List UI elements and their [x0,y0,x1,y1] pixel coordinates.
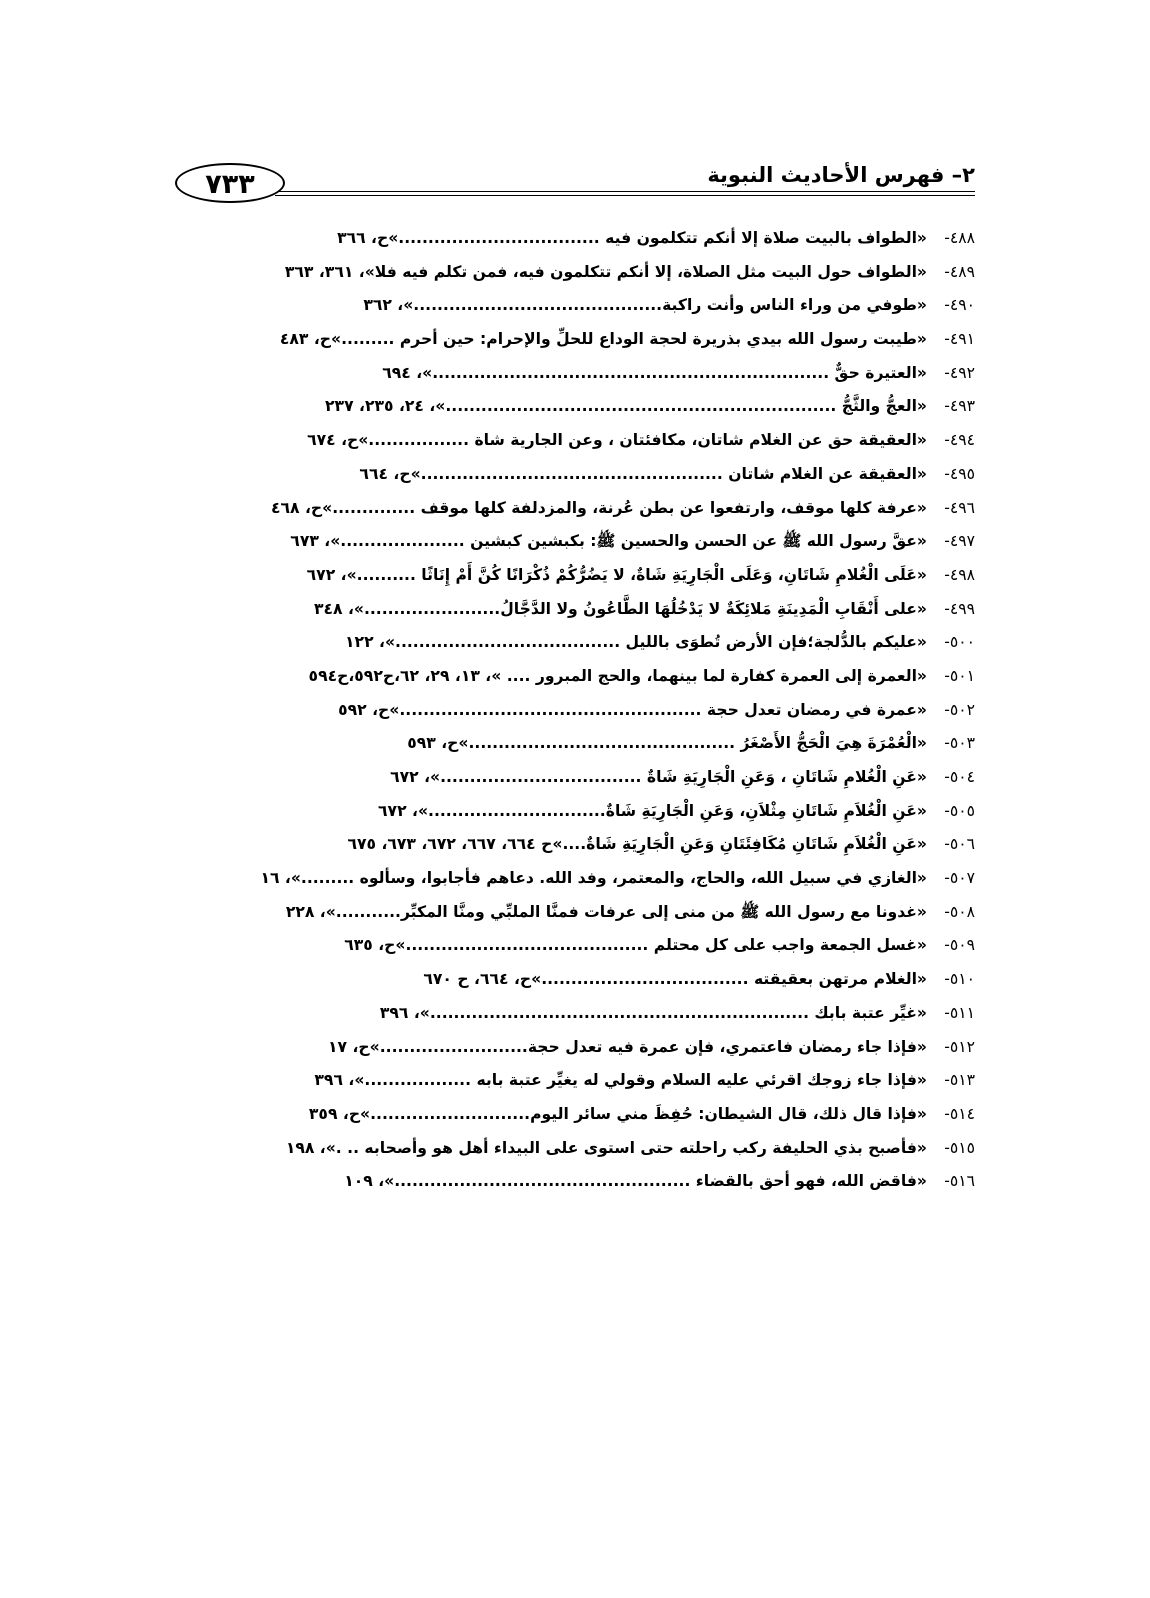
entry-text: «الغازي في سبيل الله، والحاج، والمعتمر، وفد الله. دعاهم فأجابوا، وسألوه .........»، ١٦ [260,869,927,888]
entry-number: ٤٩٢- [944,363,975,382]
entry-text: «غدونا مع رسول الله ﷺ من منى إلى عرفات فمنَّا الملبِّي ومنَّا المكبِّر...........»، ٢٢٨ [285,902,927,921]
entry-number: ٤٩١- [944,330,975,349]
entry-number: ٥٠٩- [944,936,975,955]
entry-text: «غيِّر عتبة بابك ................................................................»، ٣٩٦ [379,1003,927,1022]
entry-text: «الطواف حول البيت مثل الصلاة، إلا أنكم تتكلمون فيه، فمن تكلم فيه فلا»، ٣٦١، ٣٦٣ [284,262,927,281]
page-header [175,160,975,210]
entry-number: ٤٩٤- [944,431,975,450]
entry-number: ٥٠٨- [944,902,975,921]
entry-text: «طوفي من وراء الناس وأنت راكبة..........................................»، ٣٦٢ [363,296,927,315]
entry-text: «فإذا قال ذلك، قال الشيطان: حُفِظَ مني سائر اليوم...........................»ح، ٣٥٩ [308,1104,927,1123]
index-entry [185,559,975,593]
index-entry [185,727,975,761]
entry-text: «فاقض الله، فهو أحق بالقضاء ..................................................»، ١٠٩ [344,1172,927,1191]
index-entry [185,997,975,1031]
entry-number: ٥١٤- [944,1104,975,1123]
index-entry [185,1064,975,1098]
index-entry [185,694,975,728]
entry-number: ٥١٣- [944,1071,975,1090]
index-entry [185,626,975,660]
index-entry [185,323,975,357]
entry-number: ٥٠٦- [944,835,975,854]
header-rule [275,191,975,192]
entry-number: ٥١١- [944,1003,975,1022]
entry-number: ٤٩٨- [944,565,975,584]
entry-text: «غسل الجمعة واجب على كل محتلم .........................................»ح، ٦٣٥ [344,936,927,955]
entry-number: ٥١٢- [944,1037,975,1056]
entry-number: ٥٠٥- [944,801,975,820]
index-entry [185,525,975,559]
entry-text: «عرفة كلها موقف، وارتفعوا عن بطن عُرنة، والمزدلفة كلها موقف ..............»ح، ٤٦٨ [270,498,927,517]
entry-number: ٤٨٩- [944,262,975,281]
entry-text: «عَنِ الْغُلاَمِ شَاتَانِ مُكَافِئَتَانِ وَعَنِ الْجَارِيَةِ شَاةٌ....»ح ٦٦٤، ٦٦٧، ٦٧٢، ٦٧٣، ٦٧٥ [347,835,927,854]
index-entry [185,1132,975,1166]
entry-number: ٥٠٧- [944,869,975,888]
index-entry [185,1098,975,1132]
entry-number: ٥١٥- [944,1138,975,1157]
index-entry [185,357,975,391]
entry-text: «الغلام مرتهن بعقيقته ...................................»ح، ٦٦٤، ح ٦٧٠ [423,970,927,989]
entry-number: ٥٠٣- [944,734,975,753]
entry-number: ٤٩٣- [944,397,975,416]
section-title: ٢– فهرس الأحاديث النبوية [707,163,975,187]
entry-number: ٥٠٤- [944,768,975,786]
entry-text: «فإذا جاء زوجك اقرئي عليه السلام وقولي له يغيِّر عتبة بابه ..................»، ٣٩٦ [314,1071,927,1090]
entry-number: ٤٩٥- [944,464,975,483]
index-entry [185,222,975,256]
entry-text: «عَنِ الْغُلامِ شَاتَانِ ، وَعَنِ الْجَارِيَةِ شَاةٌ ..................................»، ٦٧٢ [390,768,927,786]
header-rule-secondary [275,195,975,196]
index-entry [185,424,975,458]
entry-text: «العقيقة عن الغلام شاتان ...................................................»ح، ٦٦٤ [359,464,927,483]
entry-text: «عليكم بالدُّلجة؛فإن الأرض تُطوَى بالليل ......................................»، ١٢٢ [345,633,927,652]
entry-text: «عمرة في رمضان تعدل حجة ...................................................»ح، ٥٩٢ [338,700,927,719]
entry-number: ٥٠٠- [944,633,975,652]
entry-text: «العتيرة حقٌّ ...................................................................»، ٦٩٤ [382,363,927,382]
entry-number: ٥١٠- [944,970,975,989]
index-entry [185,862,975,896]
entry-text: «الْعُمْرَةَ هِيَ الْحَجُّ الأَصْغَرُ .............................................»ح، ٥٩٣ [407,734,927,753]
entry-text: «الطواف بالبيت صلاة إلا أنكم تتكلمون فيه ..................................»ح، ٣٦٦ [337,229,927,247]
index-entry [185,761,975,795]
entry-number: ٤٩٩- [944,599,975,618]
index-entry [185,896,975,930]
hadith-index-list [185,222,975,1199]
entry-text: «العقيقة حق عن الغلام شاتان، مكافئتان ، وعن الجارية شاة .................»ح، ٦٧٤ [307,431,927,450]
index-entry [185,458,975,492]
entry-number: ٥١٦- [944,1172,975,1191]
index-entry [185,289,975,323]
index-entry [185,795,975,829]
entry-text: «العجُّ والثَّجُّ ..................................................................»، ٢٤، ٢٣٥، ٢٣٧ [325,397,927,416]
entry-text: «عَنِ الْغُلاَمِ شَاتَانِ مِثْلاَنِ، وَعَنِ الْجَارِيَةِ شَاةٌ..............................»، ٦٧٢ [378,801,927,820]
index-entry [185,929,975,963]
index-entry [185,390,975,424]
entry-number: ٤٩٧- [944,532,975,551]
entry-text: «فإذا جاء رمضان فاعتمري، فإن عمرة فيه تعدل حجة.........................»ح، ١٧ [328,1037,927,1056]
entry-number: ٤٩٠- [944,296,975,315]
entry-text: «عقَّ رسول الله ﷺ عن الحسن والحسين ﷺ: بكبشين كبشين .....................»، ٦٧٣ [290,532,927,551]
index-entry [185,492,975,526]
entry-text: «طيبت رسول الله بيدي بذريرة لحجة الوداع للحلِّ والإحرام: حين أحرم .........»ح، ٤٨٣ [279,330,927,349]
entry-text: «فأصبح بذي الحليفة ركب راحلته حتى استوى على البيداء أهل هو وأصحابه .. .»، ١٩٨ [285,1138,927,1157]
entry-text: «على أَنْقَابِ الْمَدِينَةِ مَلائِكَةٌ لا يَدْخُلُهَا الطَّاعُونُ ولا الدَّجَّالُ.......................»، ٣٤٨ [313,599,927,618]
page-number-badge: ٧٣٣ [175,163,285,203]
index-entry [185,1031,975,1065]
index-entry [185,256,975,290]
index-entry [185,1165,975,1199]
entry-number: ٤٩٦- [944,498,975,517]
index-entry [185,963,975,997]
index-entry [185,828,975,862]
index-entry [185,660,975,694]
entry-number: ٥٠١- [944,666,975,685]
entry-text: «العمرة إلى العمرة كفارة لما بينهما، والحج المبرور .... »، ١٣، ٢٩، ٦٢،ح٥٩٢،ح٥٩٤ [308,666,927,685]
entry-text: «عَلَى الْغُلامِ شَاتَانِ، وَعَلَى الْجَارِيَةِ شَاةٌ، لا يَضُرُّكُمْ ذُكْرَانًا كُنَّ أَمْ إِنَاثًا ..........»، ٦٧٢ [306,565,927,584]
index-entry [185,593,975,627]
entry-number: ٥٠٢- [944,700,975,719]
entry-number: ٤٨٨- [944,229,975,247]
